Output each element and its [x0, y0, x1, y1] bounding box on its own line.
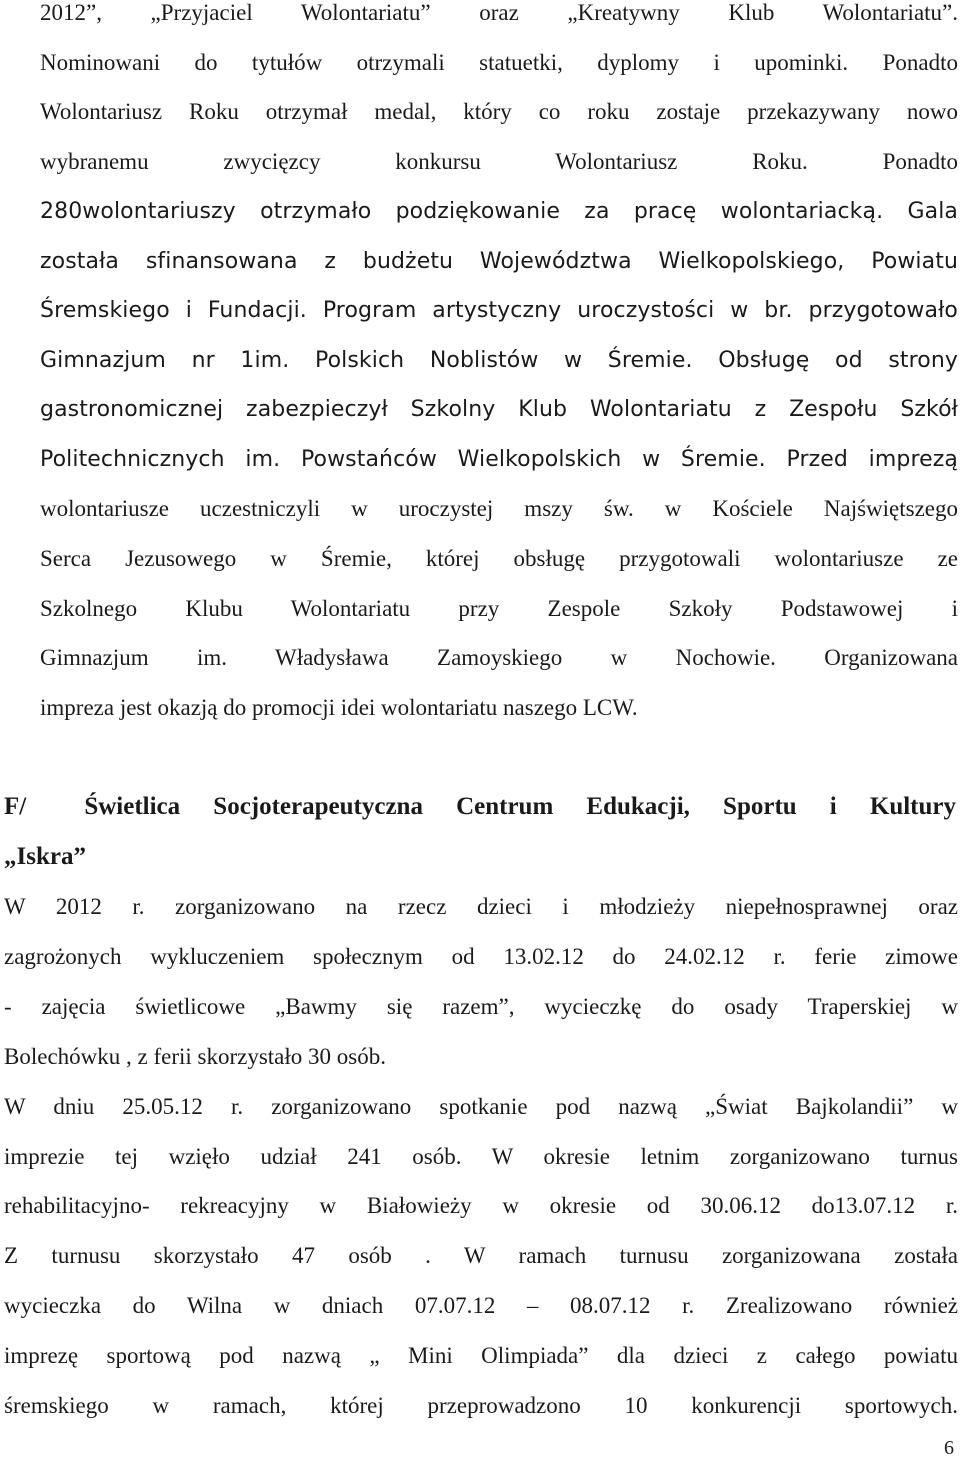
- text-line: Politechnicznych im. Powstańców Wielkopolskich w Śremie. Przed imprezą: [40, 446, 958, 472]
- text-line: imprezie tej wzięło udział 241 osób. W okresie letnim zorganizowano turnus: [4, 1143, 958, 1169]
- text-line: zagrożonych wykluczeniem społecznym od 13.02.12 do 24.02.12 r. ferie zimowe: [4, 943, 958, 969]
- text-line: Szkolnego Klubu Wolontariatu przy Zespole Szkoły Podstawowej i: [40, 595, 958, 621]
- text-line: Gimnazjum nr 1im. Polskich Noblistów w Śremie. Obsługę od strony: [40, 347, 958, 373]
- text-line: impreza jest okazją do promocji idei wolontariatu naszego LCW.: [40, 695, 638, 721]
- text-line: 2012”, „Przyjaciel Wolontariatu” oraz „Kreatywny Klub Wolontariatu”.: [40, 0, 958, 25]
- text-line: Wolontariusz Roku otrzymał medal, który co roku zostaje przekazywany nowo: [40, 99, 958, 125]
- text-line: Bolechówku , z ferii skorzystało 30 osób.: [4, 1043, 386, 1069]
- text-line: rehabilitacyjno- rekreacyjny w Białowieży w okresie od 30.06.12 do13.07.12 r.: [4, 1193, 958, 1219]
- text-line: Nominowani do tytułów otrzymali statuetki, dyplomy i upominki. Ponadto: [40, 49, 958, 75]
- text-line: Gimnazjum im. Władysława Zamoyskiego w Nochowie. Organizowana: [40, 645, 958, 671]
- text-line: śremskiego w ramach, której przeprowadzono 10 konkurencji sportowych.: [4, 1393, 958, 1419]
- heading-line: „Iskra”: [4, 843, 86, 870]
- text-line: 280wolontariuszy otrzymało podziękowanie za pracę wolontariacką. Gala: [40, 199, 958, 224]
- text-line: została sfinansowana z budżetu Województwa Wielkopolskiego, Powiatu: [40, 248, 958, 274]
- text-line: wycieczka do Wilna w dniach 07.07.12 – 08.07.12 r. Zrealizowano również: [4, 1293, 958, 1319]
- paragraph-awards: [40, 0, 958, 186]
- paragraph-gala: [40, 187, 958, 484]
- text-line: - zajęcia świetlicowe „Bawmy się razem”, wycieczkę do osady Traperskiej w: [4, 993, 958, 1019]
- text-line: Z turnusu skorzystało 47 osób . W ramach turnusu zorganizowana została: [4, 1243, 958, 1269]
- section-heading: [4, 782, 956, 882]
- text-line: wybranemu zwycięzcy konkursu Wolontariusz Roku. Ponadto: [40, 148, 958, 174]
- text-line: imprezę sportową pod nazwą „ Mini Olimpiada” dla dzieci z całego powiatu: [4, 1343, 958, 1369]
- paragraph-mass: [40, 484, 958, 733]
- heading-line: F/ Świetlica Socjoterapeutyczna Centrum Edukacji, Sportu i Kultury: [4, 793, 956, 820]
- text-line: W dniu 25.05.12 r. zorganizowano spotkanie pod nazwą „Świat Bajkolandii” w: [4, 1093, 958, 1119]
- text-line: Serca Jezusowego w Śremie, której obsługę przygotowali wolontariusze ze: [40, 545, 958, 571]
- text-line: W 2012 r. zorganizowano na rzecz dzieci i młodzieży niepełnosprawnej oraz: [4, 894, 958, 919]
- text-line: gastronomicznej zabezpieczył Szkolny Klub Wolontariatu z Zespołu Szkół: [40, 397, 958, 422]
- text-line: Śremskiego i Fundacji. Program artystyczny uroczystości w br. przygotowało: [40, 298, 958, 323]
- text-line: wolontariusze uczestniczyli w uroczystej mszy św. w Kościele Najświętszego: [40, 496, 958, 521]
- section-body: [4, 882, 958, 1431]
- page-number: 6: [944, 1437, 954, 1459]
